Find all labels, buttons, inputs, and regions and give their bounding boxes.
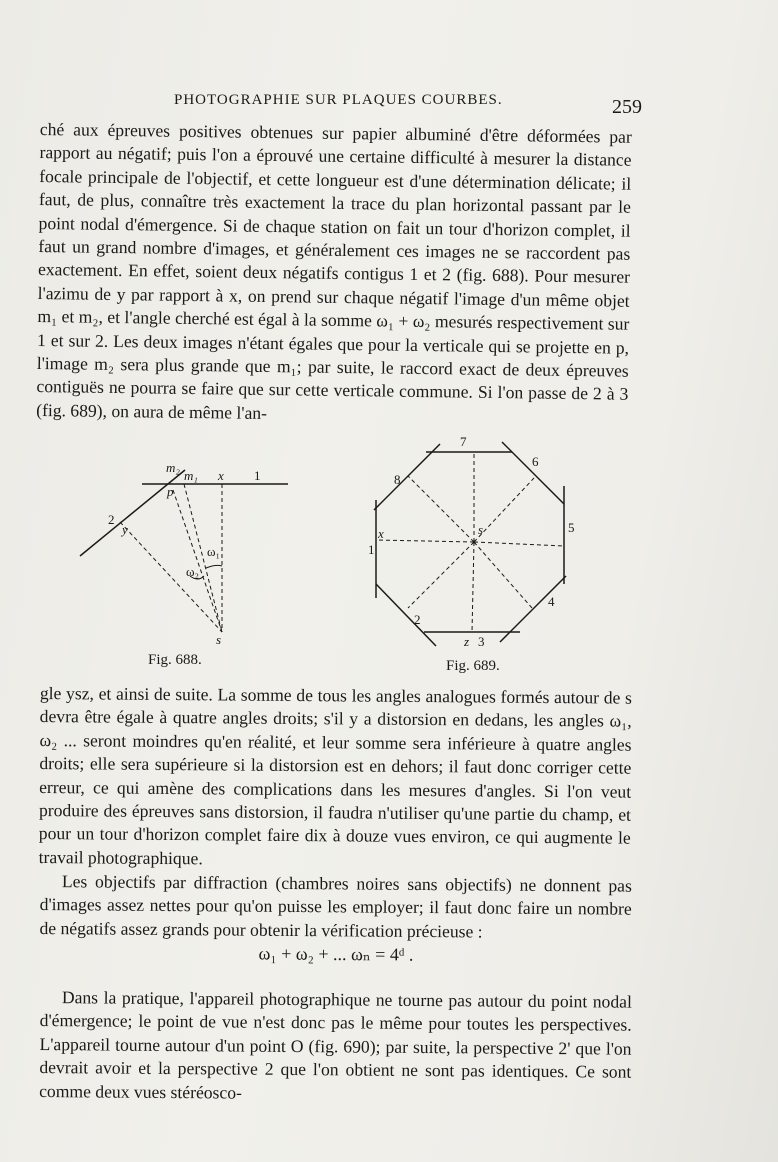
paragraph-3 [39, 870, 632, 945]
paragraph-2 [39, 682, 632, 874]
fig688-label-w2: ω₂ [186, 564, 200, 579]
fig689-label-6: 6 [532, 454, 539, 469]
fig689-label-7: 7 [460, 434, 467, 449]
fig689-label-s: s [478, 522, 484, 537]
paragraph-2-text: gle ysz, et ainsi de suite. La somme de tous les angles analogues formés autour de s devra être égale à quatre angles droits; s'il y a distorsion en dedans, les angles ω₁, ω₂ ... seront moindres qu'en réalité, et leur somme sera inférieure à quatre angles droits; elle sera supérieure si la distorsion est en dehors; il faut donc corriger cette erreur, ce qui amène des complications dans les mesures d'angles. Si l'on veut produire des épreuves sans distorsion, il faudra n'utiliser qu'une partie du champ, et pour un tour d'horizon complet faire dix à douze vues environ, ce qui augmente le travail photographique. [38, 682, 632, 869]
fig688-caption: Fig. 688. [148, 652, 202, 668]
fig689-label-2: 2 [414, 612, 421, 627]
fig688-label-w1: ω₁ [207, 544, 221, 559]
fig689-label-5: 5 [568, 520, 575, 535]
fig688-label-x: x [218, 468, 224, 483]
fig689-label-3: 3 [478, 634, 485, 649]
figure-689 [368, 434, 588, 654]
paragraph-1: ché aux épreuves positives obtenues sur papier albuminé d'être déformées par rapport au négatif; puis l'on a éprouvé une certaine difficulté à mesurer la distance focale principale de l'objectif, et cette longueur est d'une détermination délicate; il faut, de plus, connaître très exactement la trace du plan horizontal passant par le point nodal d'émergence. Si de chaque station on fait un tour d'horizon complet, il faut un grand nombre d'images, et généralement ces images ne se raccordent pas exactement. En effet, soient deux négatifs contigus 1 et 2 (fig. 688). Pour mesurer l'azimu de y par rapport à x, on prend sur chaque négatif l'image d'un même objet m₁ et m₂, et l'angle cherché est égal à la somme ω₁ + ω₂ mesurés respectivement sur 1 et sur 2. Les deux images n'étant égales que pour la verticale qui se projette en p, l'image m₂ sera plus grande que m₁; par suite, le raccord exact de deux épreuves contiguës ne pourra se faire que sur cette verticale commune. Si l'on passe de 2 à 3 (fig. 689), on aura de même l'an- [36, 118, 632, 423]
page-number: 259 [612, 96, 642, 118]
paragraph-4 [39, 986, 632, 1108]
fig689-caption: Fig. 689. [446, 658, 500, 674]
figure-688 [70, 460, 300, 650]
fig689-label-8: 8 [394, 472, 401, 487]
fig689-label-z: z [464, 634, 470, 649]
running-title: PHOTOGRAPHIE SUR PLAQUES COURBES. [174, 92, 503, 108]
fig688-label-s: s [216, 632, 222, 647]
fig688-label-1: 1 [254, 468, 261, 483]
page-header [40, 88, 642, 118]
formula: ω₁ + ω₂ + ... ωₙ = 4ᵈ . [258, 943, 414, 965]
paragraph-4-text: Dans la pratique, l'appareil photographique ne tourne pas autour du point nodal d'émergence; le point de vue n'est donc pas le même pour toutes les perspectives. L'appareil tourne autour d'un point O (fig. 690); par suite, la perspective 2' que l'on devrait avoir et la perspective 2 que l'on obtient ne sont pas identiques. Ce sont comme deux vues stéréosco- [39, 987, 632, 1103]
fig688-label-p: p [167, 484, 174, 499]
fig688-label-m2: m₂ [166, 460, 180, 475]
fig688-label-y: y [122, 522, 128, 537]
fig688-label-m1: m₁ [184, 468, 198, 483]
paragraph-3-text: Les objectifs par diffraction (chambres noires sans objectifs) ne donnent pas d'images assez nettes pour qu'on puisse les employer; il faut donc faire un nombre de négatifs assez grands pour obtenir la vérification précieuse : [39, 871, 632, 942]
fig689-label-1: 1 [368, 542, 375, 557]
fig689-label-4: 4 [548, 594, 555, 609]
fig688-label-2: 2 [108, 512, 115, 527]
fig689-label-x: x [378, 526, 384, 541]
